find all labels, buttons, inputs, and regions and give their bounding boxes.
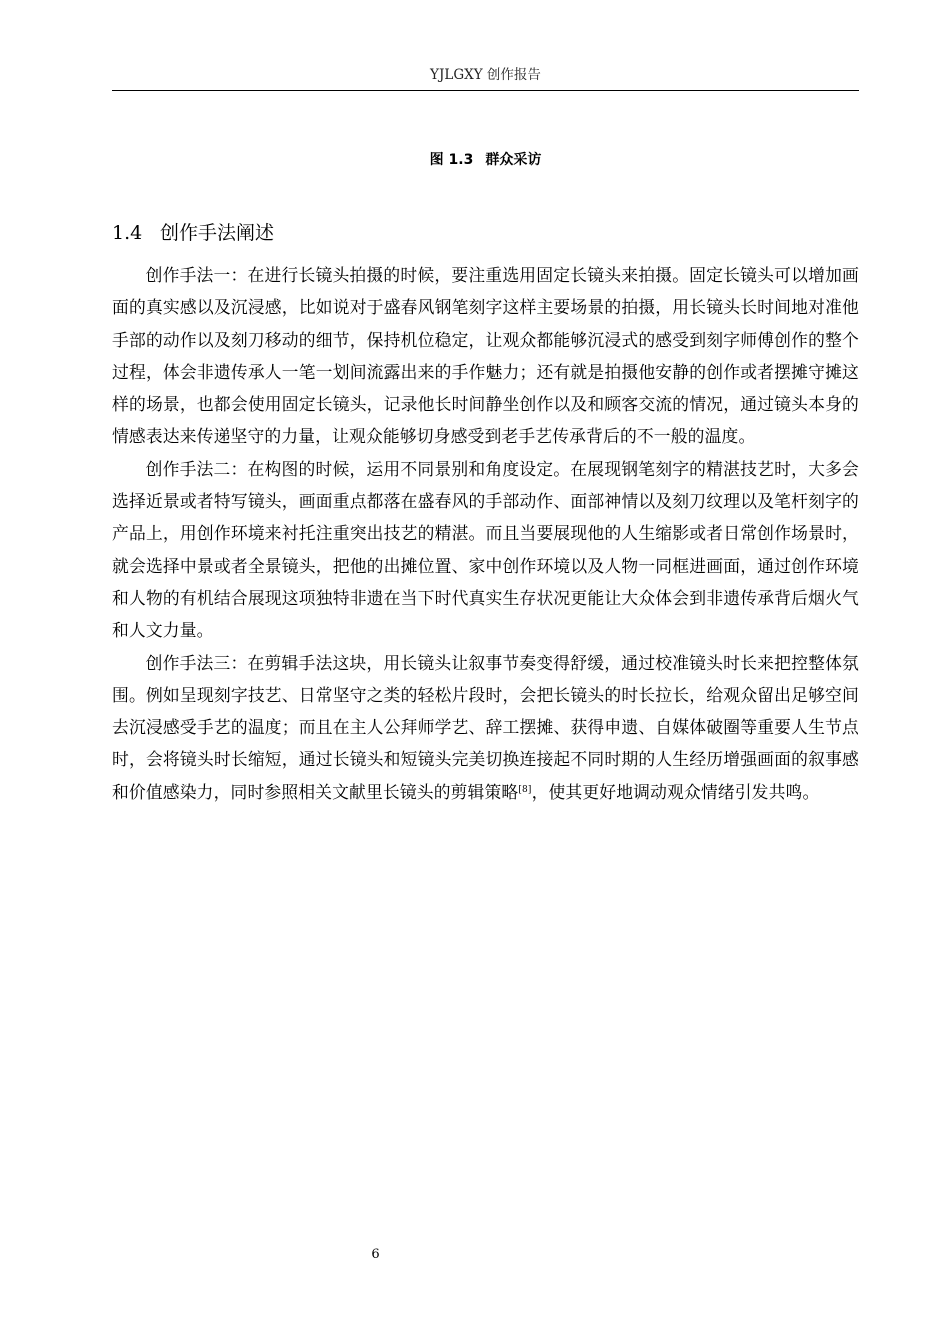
section-title: 创作手法阐述 [160, 222, 275, 244]
header-title: YJLGXY 创作报告 [430, 67, 541, 83]
figure-title: 群众采访 [485, 152, 542, 168]
paragraph-text: 创作手法三：在剪辑手法这块，用长镜头让叙事节奏变得舒缓，通过校准镜头时长来把控整体氛围。例如呈现刻字技艺、日常坚守之类的轻松片段时，会把长镜头的时长拉长，给观众留出足够空间去沉浸感受手艺的温度；而且在主人公拜师学艺、辞工摆摊、获得申遗、自媒体破圈等重要人生节点时，会将镜头时长缩短，通过长镜头和短镜头完美切换连接起不同时期的人生经历增强画面的叙事感和价值感染力，同时参照相关文献里长镜头的剪辑策略 [112, 652, 859, 802]
page-number-value: 6 [371, 1247, 380, 1262]
paragraph-text: 创作手法一：在进行长镜头拍摄的时候，要注重选用固定长镜头来拍摄。固定长镜头可以增加画面的真实感以及沉浸感，比如说对于盛春风钢笔刻字这样主要场景的拍摄，用长镜头长时间地对准他手部的动作以及刻刀移动的细节，保持机位稳定，让观众都能够沉浸式的感受到刻字师傅创作的整个过程，体会非遗传承人一笔一划间流露出来的手作魅力；还有就是拍摄他安静的创作或者摆摊守摊这样的场景，也都会使用固定长镜头，记录他长时间静坐创作以及和顾客交流的情况，通过镜头本身的情感表达来传递坚守的力量，让观众能够切身感受到老手艺传承背后的不一般的温度。 [112, 265, 859, 447]
paragraph-technique-three [112, 647, 859, 808]
citation-reference[interactable]: [8] [518, 784, 532, 795]
section-number: 1.4 [112, 222, 143, 244]
figure-number: 图 1.3 [429, 152, 474, 168]
paragraph-text-continued: ，使其更好地调动观众情绪引发共鸣。 [531, 781, 820, 802]
paragraph-technique-one [112, 259, 859, 453]
paragraph-technique-two [112, 453, 859, 647]
body-text [112, 259, 859, 808]
paragraph-text: 创作手法二：在构图的时候，运用不同景别和角度设定。在展现钢笔刻字的精湛技艺时，大多会选择近景或者特写镜头，画面重点都落在盛春风的手部动作、面部神情以及刻刀纹理以及笔杆刻字的产品上，用创作环境来衬托注重突出技艺的精湛。而且当要展现他的人生缩影或者日常创作场景时，就会选择中景或者全景镜头，把他的出摊位置、家中创作环境以及人物一同框进画面，通过创作环境和人物的有机结合展现这项独特非遗在当下时代真实生存状况更能让大众体会到非遗传承背后烟火气和人文力量。 [112, 458, 859, 641]
page-number [112, 1246, 639, 1264]
section-heading [112, 218, 859, 248]
page-header [112, 66, 859, 91]
figure-caption [112, 149, 859, 171]
